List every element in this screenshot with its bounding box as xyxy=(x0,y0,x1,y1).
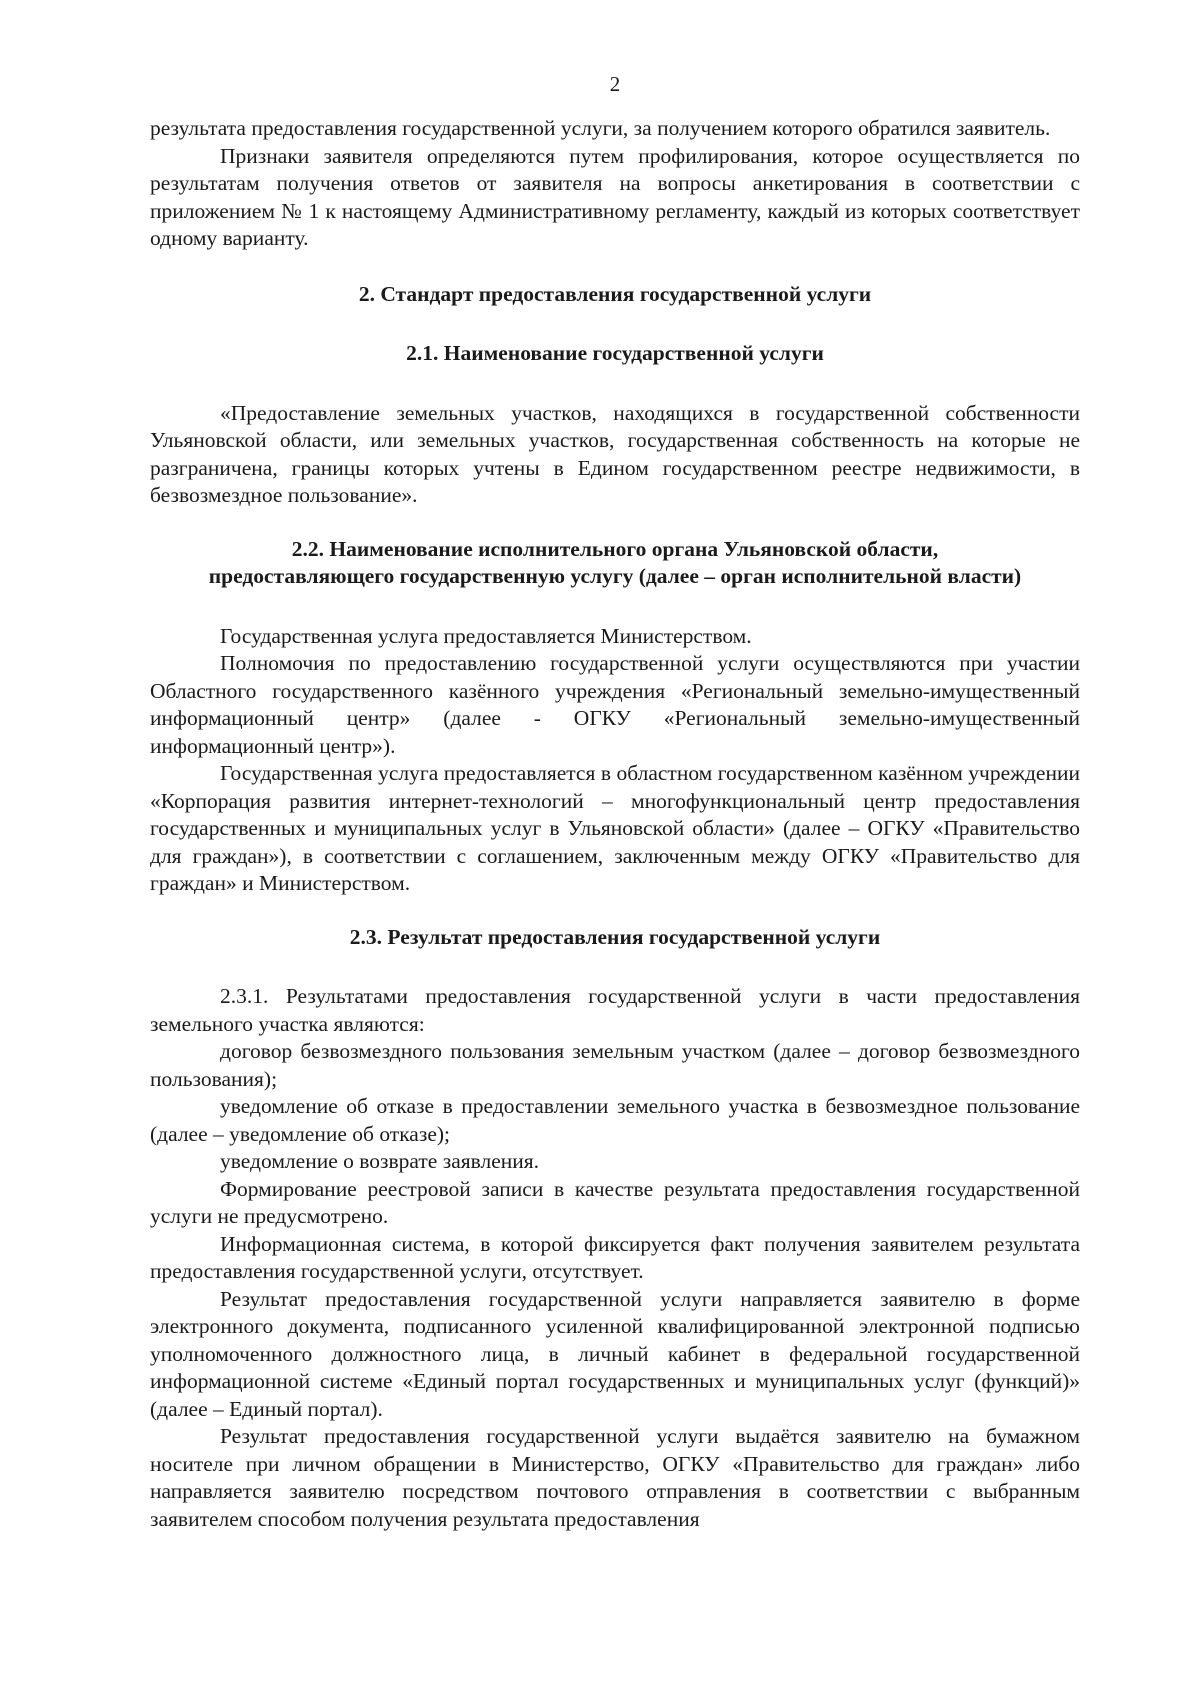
spacer xyxy=(150,898,1080,924)
intro-paragraph-1: результата предоставления государственной услуги, за получением которого обратился заявитель. xyxy=(150,116,1051,140)
section-2-2-title xyxy=(150,536,1080,591)
spacer xyxy=(150,510,1080,536)
section-2-3-paragraph-2: договор безвозмездного пользования земельным участком (далее – договор безвозмездного пользования); xyxy=(150,1039,1080,1091)
section-2-2-paragraph-1: Государственная услуга предоставляется Министерством. xyxy=(220,623,752,648)
page-number: 2 xyxy=(609,72,621,96)
section-2-3-paragraph-7: Результат предоставления государственной услуги направляется заявителю в форме электронного документа, подписанного усиленной квалифицированной электронной подписью уполномоченного должностного лица, в личный кабинет в федеральной государственной информационной системе «Единый портал государственных и муниципальных услуг (функций)» (далее – Единый портал). xyxy=(150,1286,1080,1421)
section-2-2-title-line-2: предоставляющего государственную услугу (далее – орган исполнительной власти) xyxy=(208,564,1022,588)
section-2-3-title: 2.3. Результат предоставления государственной услуги xyxy=(349,924,881,949)
section-2-3-paragraph-1: 2.3.1. Результатами предоставления государственной услуги в части предоставления земельного участка являются: xyxy=(150,984,1080,1036)
section-2-1-title: 2.1. Наименование государственной услуги xyxy=(406,341,824,365)
section-2-3-paragraph-4: уведомление о возврате заявления. xyxy=(220,1149,540,1173)
page-content xyxy=(150,72,1080,1533)
intro-paragraph-2: Признаки заявителя определяются путем профилирования, которое осуществляется по результатам получения ответов от заявителя на вопросы анкетирования в соответствии с приложением № 1 к настоящему Административному регламенту, каждый из которых соответствует одному варианту. xyxy=(150,143,1080,250)
section-2-2-paragraph-2: Полномочия по предоставлению государственной услуги осуществляются при участии Областного государственного казённого учреждения «Региональный земельно-имущественный информационный центр» (далее - ОГКУ «Региональный земельно-имущественный информационный центр»). xyxy=(150,651,1080,758)
section-2-2-title-line-1: 2.2. Наименование исполнительного органа Ульяновской области, xyxy=(291,536,939,561)
section-2-3-paragraph-6: Информационная система, в которой фиксируется факт получения заявителем результата предоставления государственной услуги, отсутствует. xyxy=(150,1231,1080,1283)
section-2-title: 2. Стандарт предоставления государственной услуги xyxy=(358,281,872,306)
section-2-2-paragraph-3: Государственная услуга предоставляется в областном государственном казённом учреждении «Корпорация развития интернет-технологий – многофункциональный центр предоставления государственных и муниципальных услуг в Ульяновской области» (далее – ОГКУ «Правительство для граждан»), в соответствии с соглашением, заключенным между ОГКУ «Правительство для граждан» и Министерством. xyxy=(150,761,1080,895)
section-2-3-paragraph-3: уведомление об отказе в предоставлении земельного участка в безвозмездное пользование (далее – уведомление об отказе); xyxy=(150,1094,1080,1146)
section-2-3-paragraph-8: Результат предоставления государственной услуги выдаётся заявителю на бумажном носителе при личном обращении в Министерство, ОГКУ «Правительство для граждан» либо направляется заявителю посредством почтового отправления в соответствии с выбранным заявителем способом получения результата предоставления xyxy=(150,1424,1080,1531)
section-2-3-paragraph-5: Формирование реестровой записи в качестве результата предоставления государственной услуги не предусмотрено. xyxy=(150,1176,1080,1228)
section-2-1-text: «Предоставление земельных участков, находящихся в государственной собственности Ульяновской области, или земельных участков, государственная собственность на которые не разграничена, границы которых учтены в Едином государственном реестре недвижимости, в безвозмездное пользование». xyxy=(150,400,1080,507)
